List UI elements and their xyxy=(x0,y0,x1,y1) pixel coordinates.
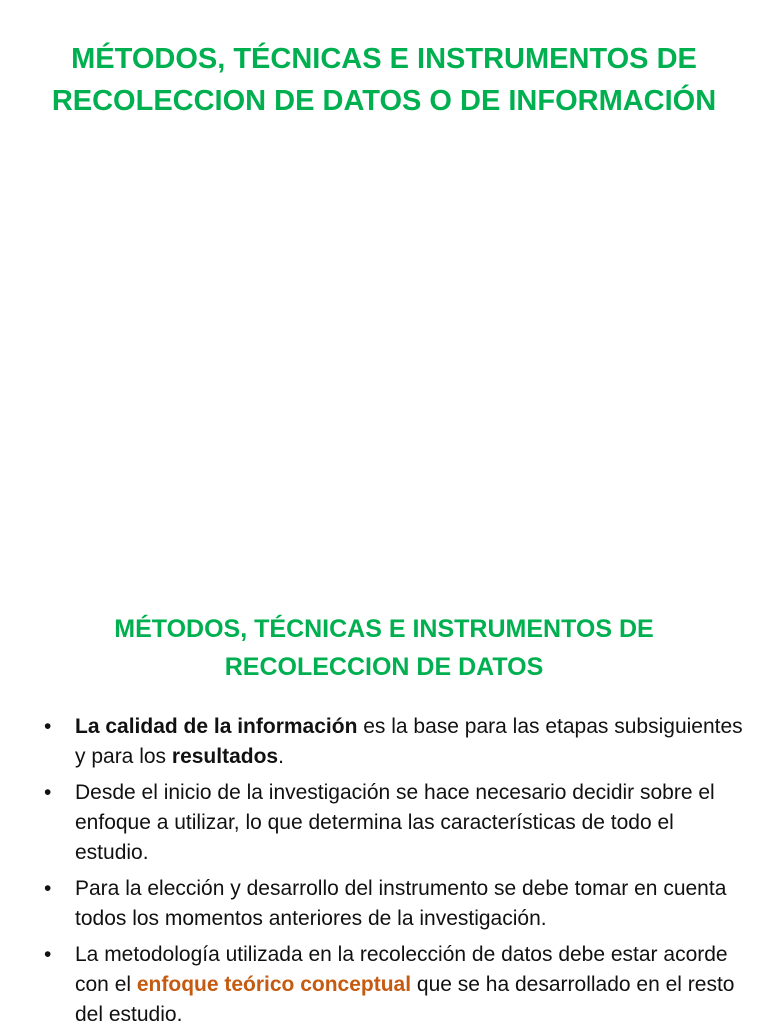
bullet-item xyxy=(44,874,744,934)
bullet-text: Para la elección y desarrollo del instrumento se debe tomar en cuenta todos los momentos anteriores de la investigación. xyxy=(75,877,727,930)
bullet-item xyxy=(44,778,744,868)
bullet-text: que se ha desarrollado en el resto del estudio. xyxy=(75,973,735,1026)
bold-text: resultados xyxy=(171,745,279,768)
bullet-text: Desde el inicio de la investigación se hace necesario decidir sobre el enfoque a utilizar, lo que determina las características de todo el estudio. xyxy=(75,781,715,864)
slide-1-title: MÉTODOS, TÉCNICAS E INSTRUMENTOS DE RECOLECCION DE DATOS O DE INFORMACIÓN xyxy=(51,43,717,117)
bullet-list xyxy=(44,712,744,1036)
highlight-text: enfoque teórico conceptual xyxy=(136,973,412,996)
bullet-text: . xyxy=(278,745,284,768)
bullet-text: La metodología utilizada en la recolección de datos debe estar acorde con el xyxy=(75,943,728,996)
bullet-item xyxy=(44,940,744,1030)
bullet-item xyxy=(44,712,744,772)
bold-text: La calidad de la información xyxy=(75,715,358,738)
slide-2-title: MÉTODOS, TÉCNICAS E INSTRUMENTOS DE RECOLECCION DE DATOS xyxy=(114,615,654,681)
bullet-text: es la base para las etapas subsiguientes y para los xyxy=(75,715,743,768)
